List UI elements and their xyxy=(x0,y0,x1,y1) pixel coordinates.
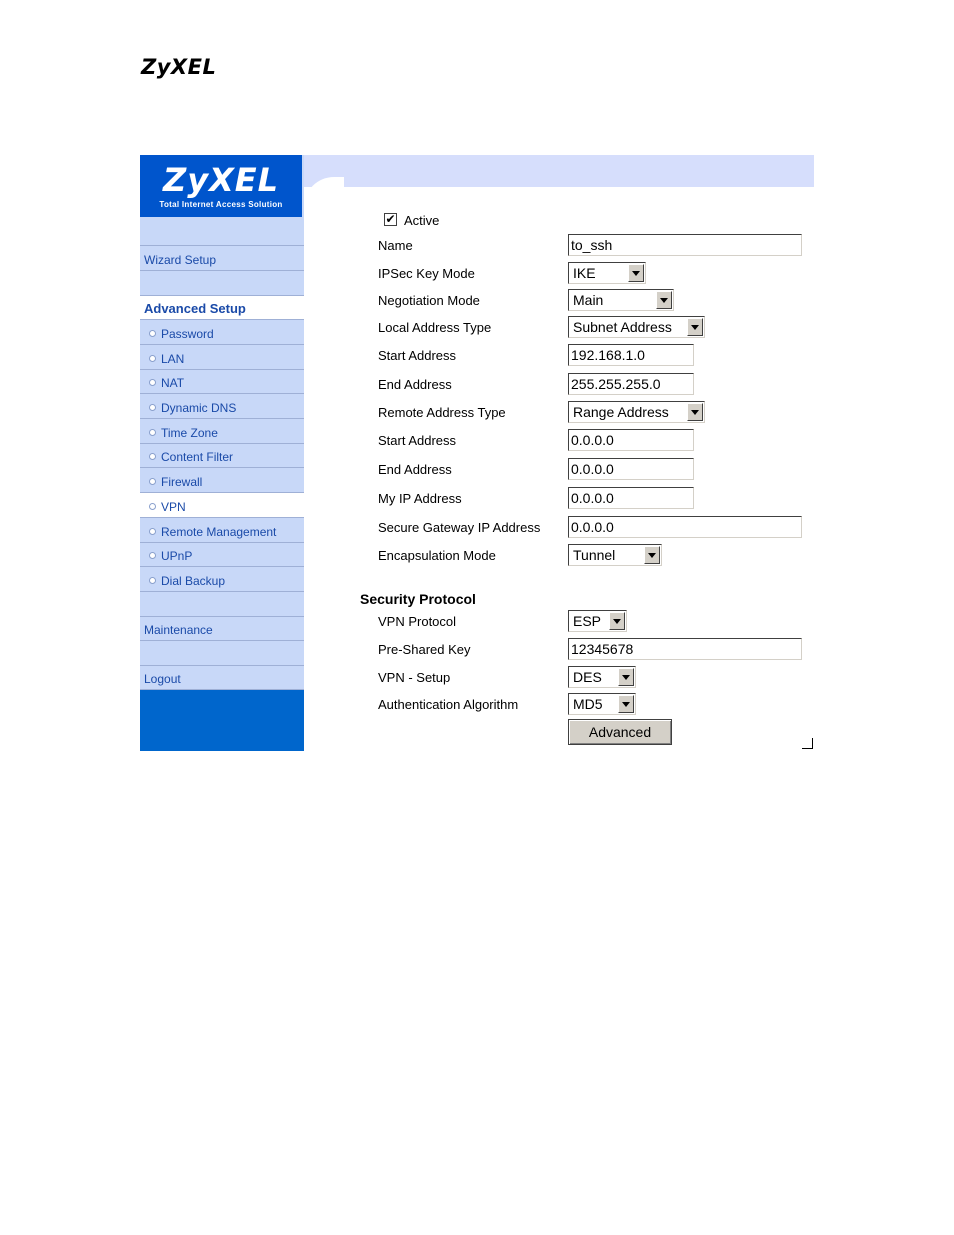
sidebar-item-label: Dynamic DNS xyxy=(161,401,237,415)
brand-tagline: Total Internet Access Solution xyxy=(159,200,283,209)
end-address-label: End Address xyxy=(378,377,452,392)
sidebar-item-label: Firewall xyxy=(161,475,203,489)
name-input[interactable]: to_ssh xyxy=(568,234,802,256)
nav-logout[interactable] xyxy=(140,666,304,690)
sidebar-item-label: UPnP xyxy=(161,549,193,563)
negotiation-mode-value: Main xyxy=(573,292,604,308)
my-ip-address-label: My IP Address xyxy=(378,491,462,506)
vpn-setup-label: VPN - Setup xyxy=(378,670,451,685)
nav-maintenance[interactable] xyxy=(140,617,304,641)
brand-logo: ZyXEL xyxy=(163,161,279,199)
pre-shared-key-input[interactable]: 12345678 xyxy=(568,638,802,660)
sidebar-item-label: Time Zone xyxy=(161,426,218,440)
encapsulation-mode-value: Tunnel xyxy=(573,547,616,563)
radio-bullet-icon xyxy=(149,453,156,460)
remote-address-type-select[interactable] xyxy=(568,401,705,423)
nav-wizard-setup[interactable] xyxy=(140,246,304,271)
nav-spacer-4 xyxy=(140,641,304,666)
resize-corner xyxy=(802,738,813,749)
sidebar-item-label: LAN xyxy=(161,352,185,366)
dropdown-arrow-icon[interactable] xyxy=(618,668,634,686)
local-address-type-label: Local Address Type xyxy=(378,320,492,335)
remote-end-address-label: End Address xyxy=(378,462,452,477)
nav-maintenance-label: Maintenance xyxy=(144,623,213,637)
end-address-input[interactable]: 255.255.255.0 xyxy=(568,373,694,395)
remote-address-type-value: Range Address xyxy=(573,404,669,420)
start-address-input[interactable]: 192.168.1.0 xyxy=(568,344,694,366)
sidebar-item-time-zone[interactable] xyxy=(140,419,304,444)
dropdown-arrow-icon[interactable] xyxy=(618,695,634,713)
zyxel-page-logo: ZyXEL xyxy=(141,55,217,79)
nav-spacer-2 xyxy=(140,271,304,296)
radio-bullet-icon xyxy=(149,330,156,337)
radio-bullet-icon xyxy=(149,355,156,362)
my-ip-address-input[interactable]: 0.0.0.0 xyxy=(568,487,694,509)
sidebar-item-label: Password xyxy=(161,327,214,341)
radio-bullet-icon xyxy=(149,552,156,559)
pre-shared-key-label: Pre-Shared Key xyxy=(378,642,471,657)
local-address-type-select[interactable] xyxy=(568,316,705,338)
authentication-algorithm-value: MD5 xyxy=(573,696,603,712)
dropdown-arrow-icon[interactable] xyxy=(656,291,672,309)
nav-spacer-1 xyxy=(140,221,304,246)
nav-logout-label: Logout xyxy=(144,672,181,686)
advanced-button[interactable]: Advanced xyxy=(568,719,672,745)
name-label: Name xyxy=(378,238,413,253)
nav-advanced-setup[interactable] xyxy=(140,296,304,320)
sidebar-item-remote-management[interactable] xyxy=(140,518,304,543)
nav-advanced-setup-label: Advanced Setup xyxy=(144,301,246,316)
remote-end-address-input[interactable]: 0.0.0.0 xyxy=(568,458,694,480)
ipsec-key-mode-select[interactable] xyxy=(568,262,646,284)
encapsulation-mode-label: Encapsulation Mode xyxy=(378,548,496,563)
sidebar xyxy=(140,155,304,751)
vpn-setup-value: DES xyxy=(573,669,602,685)
dropdown-arrow-icon[interactable] xyxy=(609,612,625,630)
sidebar-item-lan[interactable] xyxy=(140,345,304,370)
vpn-protocol-value: ESP xyxy=(573,613,602,629)
dropdown-arrow-icon[interactable] xyxy=(628,264,644,282)
dropdown-arrow-icon[interactable] xyxy=(644,546,660,564)
sidebar-item-label: VPN xyxy=(161,500,186,514)
security-protocol-heading: Security Protocol xyxy=(360,591,476,607)
sidebar-item-label: Remote Management xyxy=(161,525,277,539)
secure-gateway-ip-input[interactable]: 0.0.0.0 xyxy=(568,516,802,538)
sidebar-item-firewall[interactable] xyxy=(140,468,304,493)
dropdown-arrow-icon[interactable] xyxy=(687,403,703,421)
vpn-protocol-label: VPN Protocol xyxy=(378,614,457,629)
start-address-label: Start Address xyxy=(378,348,457,363)
sidebar-item-upnp[interactable] xyxy=(140,543,304,567)
sidebar-item-label: Content Filter xyxy=(161,450,234,464)
sidebar-item-label: Dial Backup xyxy=(161,574,226,588)
active-checkbox[interactable]: ✔ xyxy=(385,212,396,226)
sidebar-item-content-filter[interactable] xyxy=(140,444,304,468)
radio-bullet-icon xyxy=(149,503,156,510)
radio-bullet-icon xyxy=(149,528,156,535)
sidebar-item-password[interactable] xyxy=(140,320,304,345)
remote-address-type-label: Remote Address Type xyxy=(378,405,506,420)
sidebar-item-dial-backup[interactable] xyxy=(140,567,304,592)
nav-spacer-3 xyxy=(140,592,304,617)
sidebar-item-dynamic-dns[interactable] xyxy=(140,394,304,419)
sidebar-item-label: NAT xyxy=(161,376,185,390)
nav-wizard-setup-label: Wizard Setup xyxy=(144,253,217,267)
authentication-algorithm-select[interactable] xyxy=(568,693,636,715)
secure-gateway-ip-label: Secure Gateway IP Address xyxy=(378,520,541,535)
top-banner xyxy=(304,155,814,187)
remote-start-address-input[interactable]: 0.0.0.0 xyxy=(568,429,694,451)
radio-bullet-icon xyxy=(149,478,156,485)
sidebar-item-vpn[interactable] xyxy=(140,493,304,518)
radio-bullet-icon xyxy=(149,404,156,411)
active-label: Active xyxy=(404,213,440,228)
encapsulation-mode-select[interactable] xyxy=(568,544,662,566)
ipsec-key-mode-label: IPSec Key Mode xyxy=(378,266,475,281)
authentication-algorithm-label: Authentication Algorithm xyxy=(378,697,519,712)
remote-start-address-label: Start Address xyxy=(378,433,457,448)
radio-bullet-icon xyxy=(149,429,156,436)
negotiation-mode-select[interactable] xyxy=(568,289,674,311)
negotiation-mode-label: Negotiation Mode xyxy=(378,293,480,308)
vpn-protocol-select[interactable] xyxy=(568,610,627,632)
sidebar-item-nat[interactable] xyxy=(140,370,304,394)
sidebar-footer xyxy=(140,690,304,751)
dropdown-arrow-icon[interactable] xyxy=(687,318,703,336)
radio-bullet-icon xyxy=(149,379,156,386)
ipsec-key-mode-value: IKE xyxy=(573,265,596,281)
brand-header xyxy=(140,155,302,217)
radio-bullet-icon xyxy=(149,577,156,584)
router-config-window xyxy=(140,155,814,751)
local-address-type-value: Subnet Address xyxy=(573,319,672,335)
vpn-setup-select[interactable] xyxy=(568,666,636,688)
